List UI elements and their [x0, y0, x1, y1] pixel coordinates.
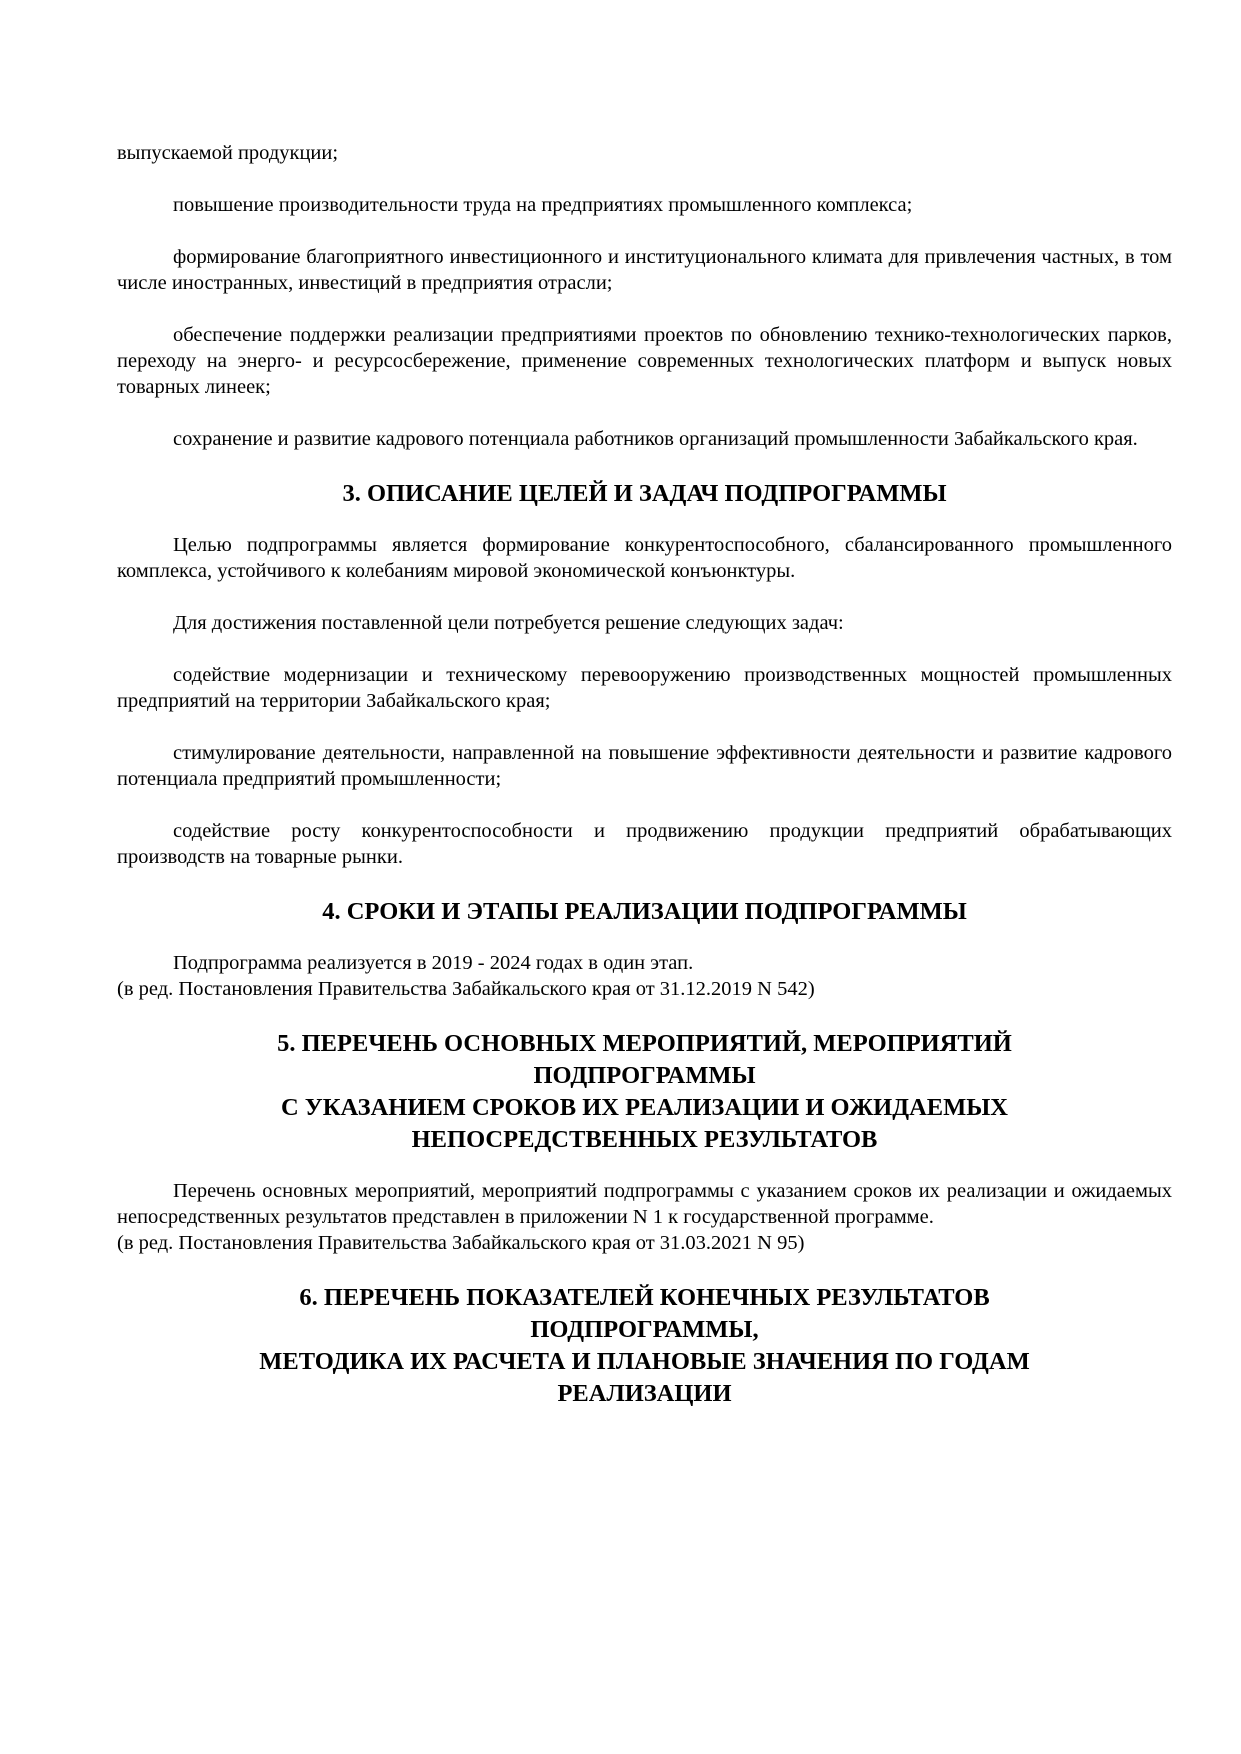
- section-3-paragraph-1: Целью подпрограммы является формирование конкурентоспособного, сбалансированного промышленного комплекса, устойчивого к колебаниям мировой экономической конъюнктуры.: [117, 534, 1172, 582]
- section-3-paragraph-5: содействие росту конкурентоспособности и продвижению продукции предприятий обрабатывающих производств на товарные рынки.: [117, 820, 1172, 868]
- section-3-heading-text: 3. ОПИСАНИЕ ЦЕЛЕЙ И ЗАДАЧ ПОДПРОГРАММЫ: [342, 480, 947, 507]
- intro-paragraph-4: сохранение и развитие кадрового потенциала работников организаций промышленности Забайкальского края.: [173, 428, 1138, 450]
- intro-paragraph-3: обеспечение поддержки реализации предприятиями проектов по обновлению технико-технологических парков, переходу на энерго- и ресурсосбережение, применение современных технологических платформ и выпуск новых товарных линеек;: [117, 324, 1172, 398]
- document-page: [117, 140, 1172, 1432]
- section-5-heading-line-2: ПОДПРОГРАММЫ: [533, 1062, 756, 1089]
- section-3-heading: [117, 478, 1172, 510]
- section-5-paragraph-1: Перечень основных мероприятий, мероприятий подпрограммы с указанием сроков их реализации и ожидаемых непосредственных результатов представлен в приложении N 1 к государственной программе.: [117, 1180, 1172, 1228]
- intro-paragraph-1: повышение производительности труда на предприятиях промышленного комплекса;: [173, 194, 913, 216]
- section-6-heading-line-2: ПОДПРОГРАММЫ,: [530, 1316, 759, 1343]
- section-3-paragraph-4: стимулирование деятельности, направленной на повышение эффективности деятельности и развитие кадрового потенциала предприятий промышленности;: [117, 742, 1172, 790]
- section-3-paragraph-3: содействие модернизации и техническому перевооружению производственных мощностей промышленных предприятий на территории Забайкальского края;: [117, 664, 1172, 712]
- section-6-heading-line-1: 6. ПЕРЕЧЕНЬ ПОКАЗАТЕЛЕЙ КОНЕЧНЫХ РЕЗУЛЬТАТОВ: [299, 1284, 990, 1311]
- intro-paragraph-2: формирование благоприятного инвестиционного и институционального климата для привлечения частных, в том числе иностранных, инвестиций в предприятия отрасли;: [117, 246, 1172, 294]
- section-3-paragraph-2: Для достижения поставленной цели потребуется решение следующих задач:: [173, 612, 844, 634]
- section-5-heading: [117, 1028, 1172, 1156]
- section-6-heading-line-4: РЕАЛИЗАЦИИ: [557, 1380, 732, 1407]
- section-4-heading: [117, 896, 1172, 928]
- section-4-amendment-note: (в ред. Постановления Правительства Забайкальского края от 31.12.2019 N 542): [117, 978, 815, 1000]
- section-5-heading-line-3: С УКАЗАНИЕМ СРОКОВ ИХ РЕАЛИЗАЦИИ И ОЖИДАЕМЫХ: [280, 1094, 1008, 1121]
- section-5-amendment-note: (в ред. Постановления Правительства Забайкальского края от 31.03.2021 N 95): [117, 1232, 805, 1254]
- section-5-heading-line-1: 5. ПЕРЕЧЕНЬ ОСНОВНЫХ МЕРОПРИЯТИЙ, МЕРОПРИЯТИЙ: [277, 1030, 1012, 1057]
- section-6-heading-line-3: МЕТОДИКА ИХ РАСЧЕТА И ПЛАНОВЫЕ ЗНАЧЕНИЯ ПО ГОДАМ: [259, 1348, 1030, 1375]
- section-6-heading: [117, 1282, 1172, 1410]
- section-5-heading-line-4: НЕПОСРЕДСТВЕННЫХ РЕЗУЛЬТАТОВ: [411, 1126, 878, 1153]
- intro-paragraph-0: выпускаемой продукции;: [117, 142, 339, 164]
- section-4-paragraph-1: Подпрограмма реализуется в 2019 - 2024 годах в один этап.: [173, 952, 694, 974]
- section-4-heading-text: 4. СРОКИ И ЭТАПЫ РЕАЛИЗАЦИИ ПОДПРОГРАММЫ: [322, 898, 967, 925]
